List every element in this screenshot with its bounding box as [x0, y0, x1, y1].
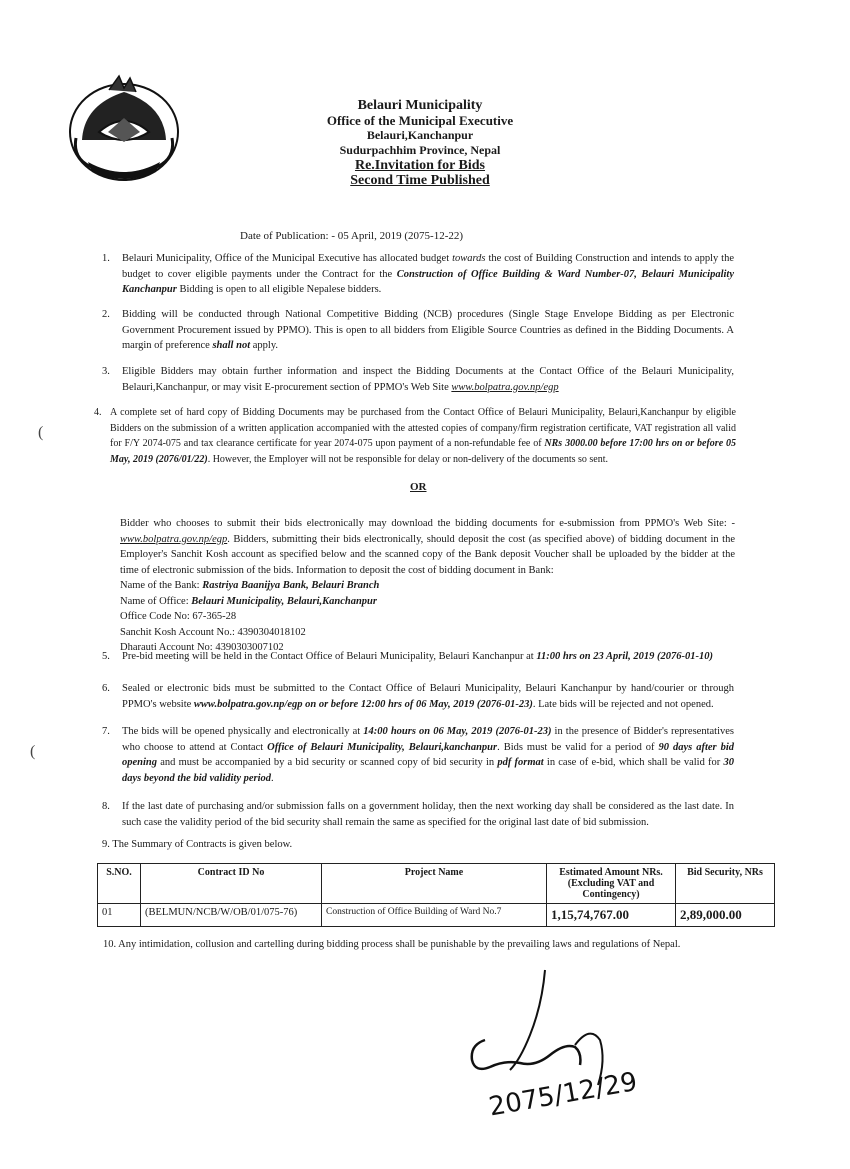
bank-name: Rastriya Baanijya Bank, Belauri Branch: [202, 580, 380, 591]
note-10: 10. Any intimidation, collusion and cartelling during bidding process shall be punishable by the prevailing laws and regulations of Nepal.: [103, 939, 681, 950]
cell-estimated-amount: 1,15,74,767.00: [547, 904, 676, 927]
paragraph-4: [94, 405, 736, 467]
paragraph-text: Sealed or electronic bids must be submitted to the Contact Office of Belauri Municipality, Belauri Kanchanpur by hand/courier or through PPMO's website: [122, 683, 734, 710]
cell-sno: 01: [98, 904, 141, 927]
paragraph-text: the cost of Building Construction and intends to apply the budget to cover eligible payments under the Contract for the: [122, 253, 734, 280]
sanchit-account: Sanchit Kosh Account No.: 4390304018102: [120, 626, 306, 638]
paragraph-text: Pre-bid meeting will be held in the Contact Office of Belauri Municipality, Belauri Kanchanpur at: [122, 651, 537, 662]
paragraph-1: [102, 251, 734, 298]
publication-date: Date of Publication: - 05 April, 2019 (2075-12-22): [240, 230, 464, 242]
org-name: Belauri Municipality: [357, 98, 483, 113]
table-row: [98, 904, 775, 927]
margin-mark-icon: (: [38, 424, 44, 441]
cell-contract-id: (BELMUN/NCB/W/OB/01/075-76): [141, 904, 322, 927]
bank-name-label: Name of the Bank:: [120, 580, 203, 591]
header-contract-id: Contract ID No: [141, 864, 322, 904]
bank-info: [120, 516, 735, 656]
paragraph-2: [102, 307, 734, 354]
paragraph-number: 2.: [102, 309, 110, 320]
paragraph-text: . However, the Employer will not be responsible for delay or non-delivery of the documents so sent.: [207, 453, 609, 465]
paragraph-number: 5.: [102, 651, 110, 662]
contracts-table: [97, 863, 775, 927]
cell-project-name: Construction of Office Building of Ward No.7: [322, 904, 547, 927]
paragraph-text: . Bids must be valid for a period of: [497, 741, 659, 753]
paragraph-emphasis: 14:00 hours on 06 May, 2019 (2076-01-23): [363, 726, 552, 737]
paragraph-number: 7.: [102, 726, 110, 737]
header-bid-security: Bid Security, NRs: [676, 864, 775, 904]
header-project-name: Project Name: [322, 864, 547, 904]
paragraph-number: 1.: [102, 253, 110, 264]
document-header: [250, 98, 590, 188]
office-name: Office of the Municipal Executive: [326, 113, 514, 128]
header-sno: S.NO.: [98, 864, 141, 904]
paragraph-number: 6.: [102, 683, 110, 694]
paragraph-emphasis: 11:00 hrs on 23 April, 2019 (2076-01-10): [536, 651, 714, 662]
paragraph-6: [102, 681, 734, 712]
paragraph-emphasis: shall not: [212, 340, 251, 351]
table-header-row: [98, 864, 775, 904]
paragraph-emphasis: Office of Belauri Municipality, Belauri,kanchanpur: [267, 741, 498, 753]
paragraph-text: and must be accompanied by a bid security or scanned copy of bid security in: [157, 757, 498, 768]
paragraph-emphasis: towards: [452, 253, 486, 264]
header-estimated-amount: Estimated Amount NRs. (Excluding VAT and Contingency): [547, 864, 676, 904]
paragraph-text: If the last date of purchasing and/or submission falls on a government holiday, then the next working day shall be considered as the last date. In such case the validity period of the bid security shall remain the same as specified for the original last date of bid submission.: [122, 801, 734, 828]
office-code: Office Code No: 67-365-28: [120, 611, 237, 622]
paragraph-emphasis: NRs 3000.00 before 17:00 hrs on or before 05 May, 2019 (2076/01/22): [110, 438, 736, 465]
office-name-line: [120, 594, 735, 610]
handwritten-signature-icon: [450, 965, 650, 1135]
paragraph-text: . Late bids will be rejected and not opened.: [532, 698, 714, 710]
paragraph-text: .: [271, 772, 274, 784]
paragraph-text: A complete set of hard copy of Bidding Documents may be purchased from the Contact Office of Belauri Municipality, Belauri,Kanchanpur by eligible Bidders on the submission of a written application accompanied with the attested copies of company/firm registration certificate, VAT registration all valid for F/Y 2074-075 and tax clearance certificate for year 2074-075 upon payment of a non-refundable fee of: [110, 407, 736, 449]
paragraph-text: Eligible Bidders may obtain further information and inspect the Bidding Documents at the Contact Office of the Belauri Municipality, Belauri,Kanchanpur, or may visit E-procurement section of PPMO's Web Site: [122, 366, 734, 393]
paragraph-text: in the presence of Bidder's representatives who choose to attend at Contact: [122, 726, 734, 753]
website-link: www.bolpatra.gov.np/egp: [451, 381, 559, 393]
paragraph-text: Bidding is open to all eligible Nepalese bidders.: [176, 284, 382, 295]
municipality-seal-icon: [64, 70, 184, 185]
paragraph-emphasis: www.bolpatra.gov.np/egp on or before 12:00 hrs of 06 May, 2019 (2076-01-23): [193, 698, 533, 710]
paragraph-text: The bids will be opened physically and electronically at: [122, 726, 364, 737]
summary-label: 9. The Summary of Contracts is given below.: [102, 839, 293, 850]
website-link: www.bolpatra.gov.np/egp: [120, 533, 228, 545]
dharauti-account: Dharauti Account No: 4390303007102: [120, 642, 284, 653]
bank-name-line: [120, 578, 735, 594]
or-separator: OR: [410, 481, 427, 493]
office-name-value: Belauri Municipality, Belauri,Kanchanpur: [191, 595, 377, 607]
address-line-1: Belauri,Kanchanpur: [366, 128, 474, 142]
paragraph-number: 4.: [94, 407, 102, 418]
office-name-label: Name of Office:: [120, 595, 192, 607]
paragraph-8: [102, 799, 734, 830]
paragraph-number: 3.: [102, 366, 110, 377]
cell-bid-security: 2,89,000.00: [676, 904, 775, 927]
bank-text: . Bidders, submitting their bids electronically, should deposit the cost (as specified above) of bidding document in the Employer's Sanchit Kosh account as specified below and the scanned copy of the Bank deposit Voucher shall be uploaded by the bidder at the time of electronic submission of the bids. Information to deposit the cost of bidding document in Bank:: [120, 533, 735, 576]
address-line-2: Sudurpachhim Province, Nepal: [339, 143, 501, 157]
paragraph-3: [102, 364, 734, 395]
bank-text: Bidder who chooses to submit their bids electronically may download the bidding documents for e-submission from PPMO's Web Site: -: [120, 518, 735, 529]
document-subtitle: Second Time Published: [350, 173, 490, 188]
paragraph-emphasis: 30 days beyond the bid validity period: [122, 757, 734, 784]
paragraph-text: apply.: [250, 340, 279, 351]
paragraph-5: [102, 649, 734, 665]
paragraph-emphasis: pdf format: [497, 757, 544, 768]
paragraph-emphasis: 90 days after bid opening: [122, 741, 734, 768]
paragraph-number: 8.: [102, 801, 110, 812]
paragraph-emphasis: Construction of Office Building & Ward Number-07, Belauri Municipality Kanchanpur: [122, 268, 734, 295]
paragraph-text: Bidding will be conducted through National Competitive Bidding (NCB) procedures (Single Stage Envelope Bidding as per Electronic Government Procurement issued by PPMO). This is open to all bidders from Eligible Source Countries as defined in the Bidding Documents. A margin of preference: [122, 309, 734, 351]
document-title: Re.Invitation for Bids: [354, 158, 486, 173]
signature-date: 2075/12/29: [486, 1066, 640, 1123]
paragraph-7: [102, 724, 734, 786]
margin-mark-icon: (: [30, 743, 36, 760]
paragraph-text: in case of e-bid, which shall be valid for: [543, 757, 724, 768]
paragraph-text: Belauri Municipality, Office of the Municipal Executive has allocated budget: [122, 253, 453, 264]
